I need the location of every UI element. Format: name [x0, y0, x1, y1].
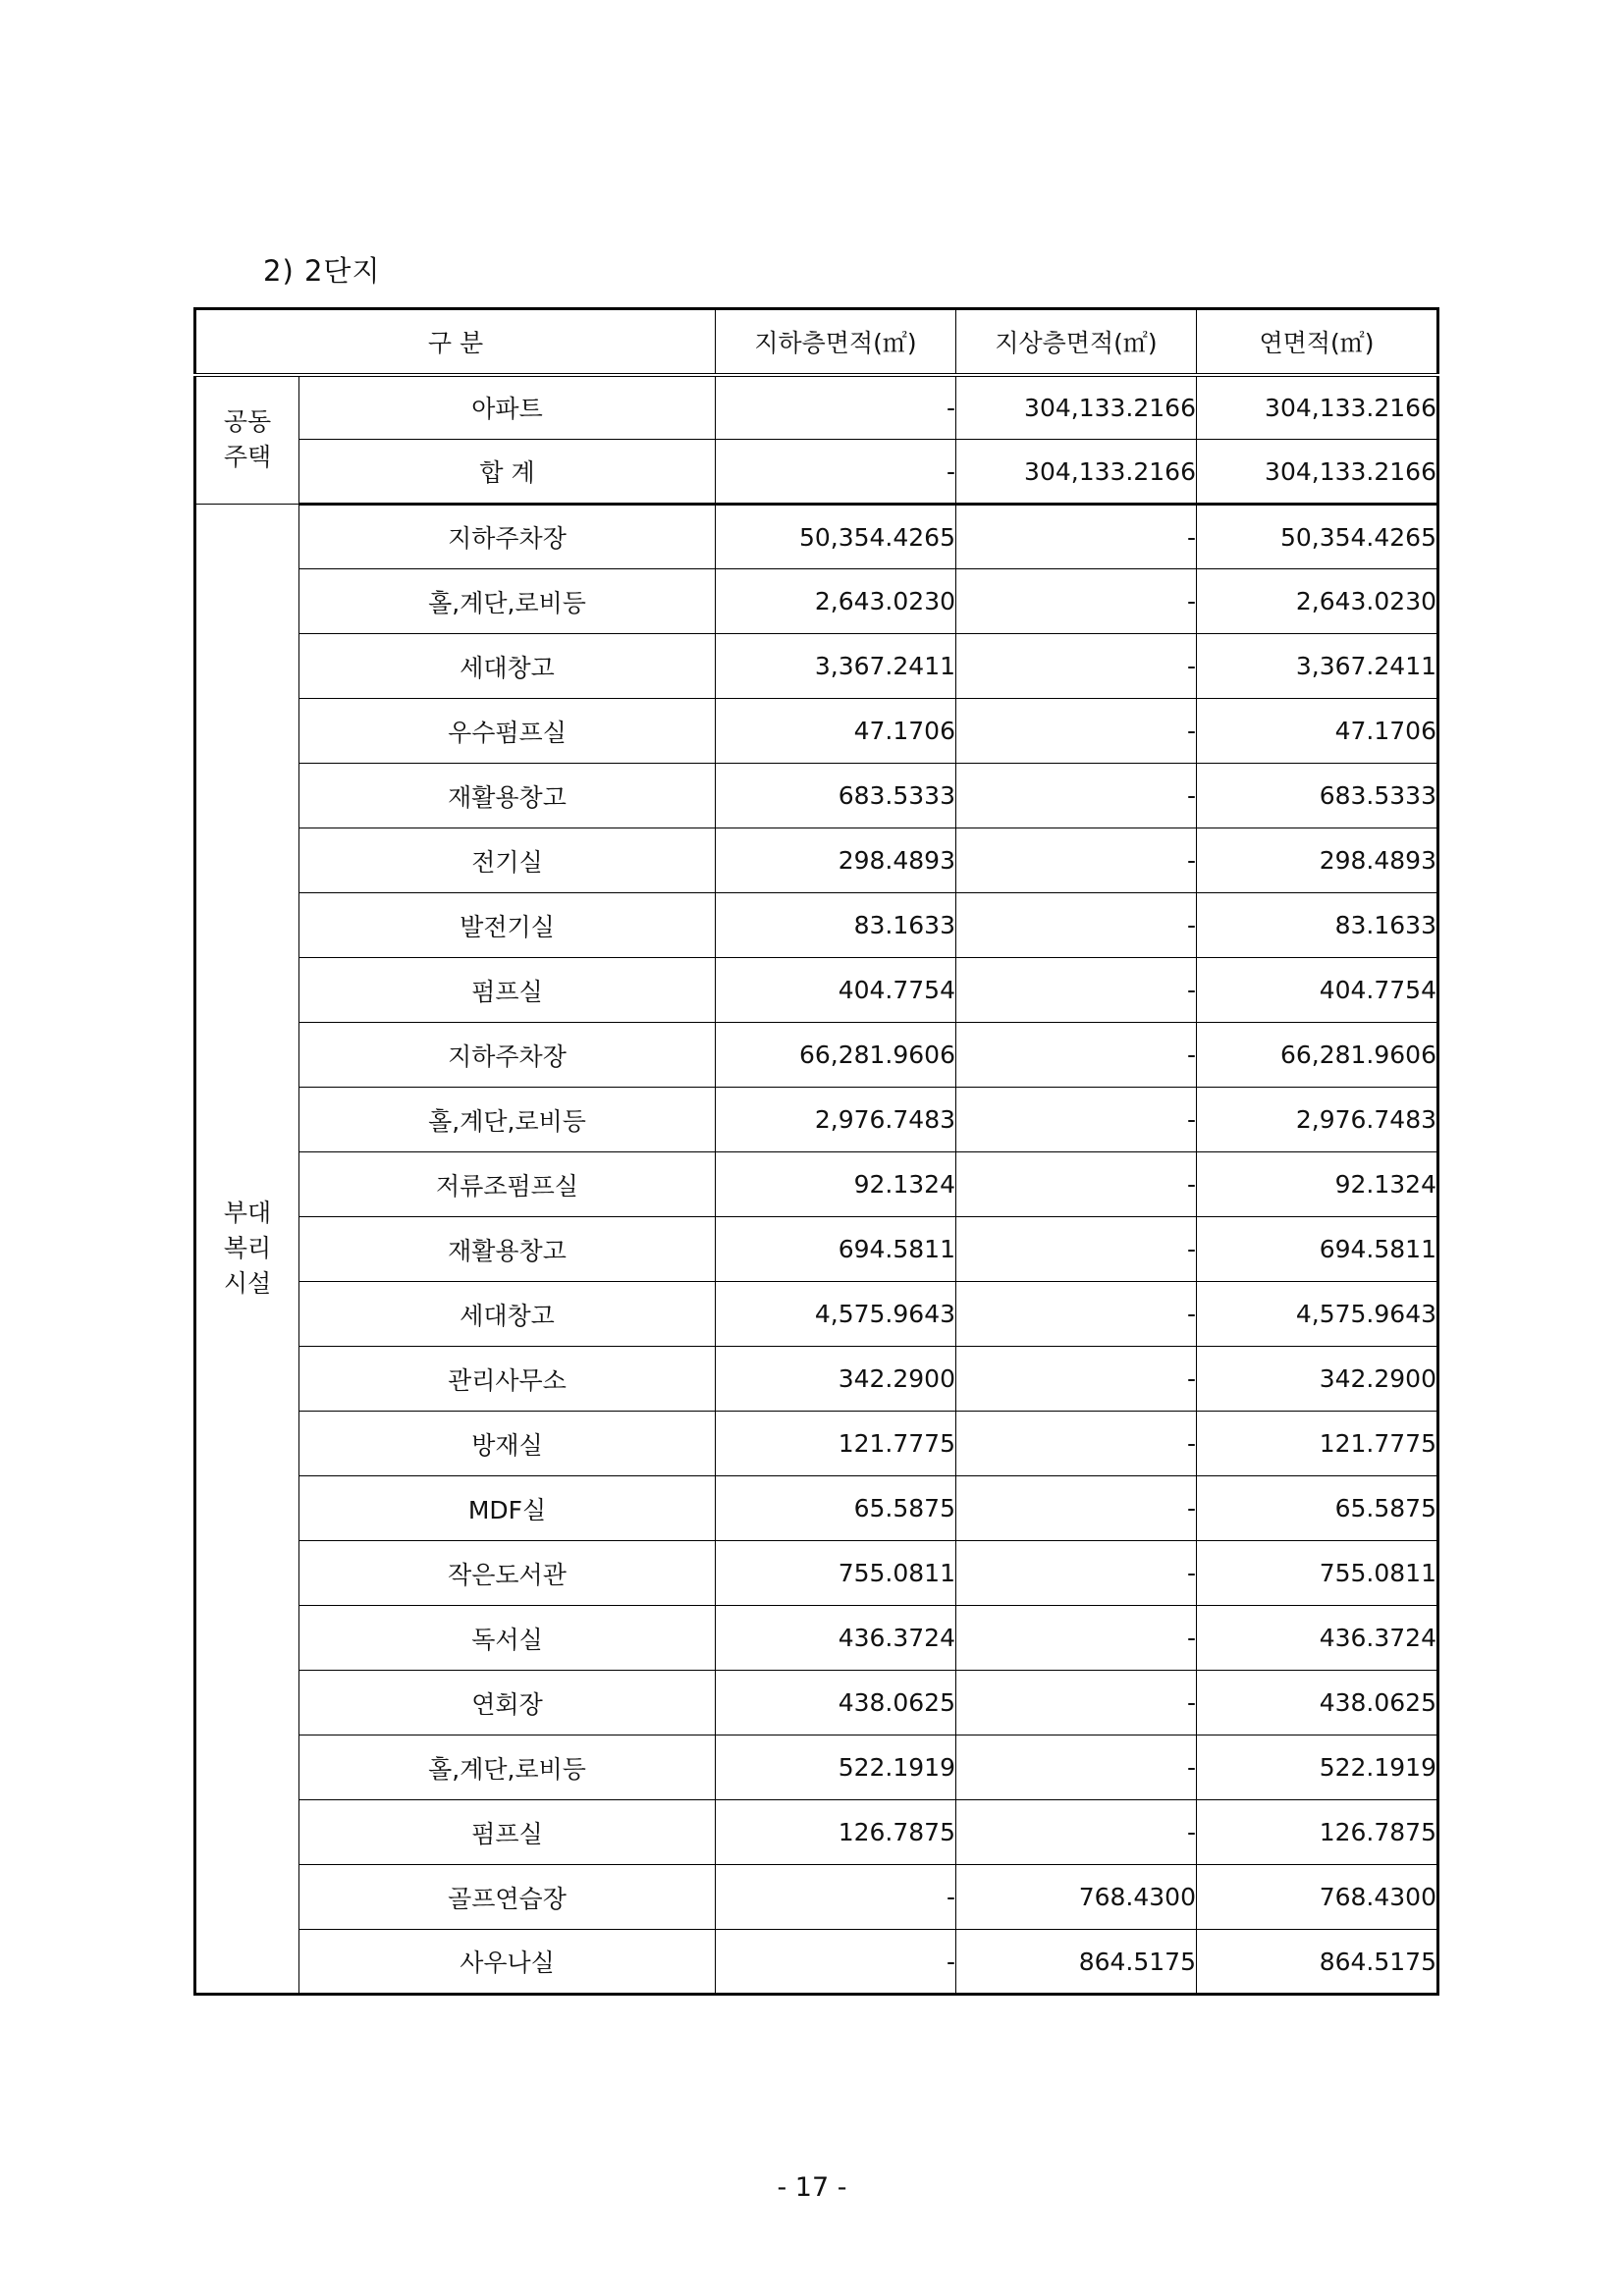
- header-underground-area: 지하층면적(㎡): [716, 309, 956, 375]
- aboveground-area-cell: 768.4300: [956, 1865, 1197, 1930]
- row-name: 세대창고: [299, 634, 716, 699]
- row-name: 작은도서관: [299, 1541, 716, 1606]
- total-area-cell: 66,281.9606: [1197, 1023, 1438, 1088]
- total-area-cell: 304,133.2166: [1197, 375, 1438, 440]
- total-area-cell: 83.1633: [1197, 893, 1438, 958]
- table-row: [195, 699, 1438, 764]
- aboveground-area-cell: 304,133.2166: [956, 440, 1197, 505]
- total-area-cell: 436.3724: [1197, 1606, 1438, 1671]
- aboveground-area-cell: -: [956, 1412, 1197, 1476]
- group-label-line: 복리: [223, 1234, 272, 1262]
- row-name: 지하주차장: [299, 505, 716, 569]
- group-label-line: 부대: [223, 1199, 272, 1227]
- underground-area-cell: 66,281.9606: [716, 1023, 956, 1088]
- total-area-cell: 768.4300: [1197, 1865, 1438, 1930]
- page-number: - 17 -: [777, 2172, 847, 2203]
- header-category: 구 분: [195, 309, 716, 375]
- total-area-cell: 864.5175: [1197, 1930, 1438, 1995]
- group-label: [195, 375, 299, 505]
- aboveground-area-cell: -: [956, 828, 1197, 893]
- aboveground-area-cell: -: [956, 764, 1197, 828]
- total-area-cell: 92.1324: [1197, 1152, 1438, 1217]
- underground-area-cell: 2,976.7483: [716, 1088, 956, 1152]
- table-row: [195, 1412, 1438, 1476]
- underground-area-cell: 92.1324: [716, 1152, 956, 1217]
- total-area-cell: 683.5333: [1197, 764, 1438, 828]
- row-name: 골프연습장: [299, 1865, 716, 1930]
- row-name: 방재실: [299, 1412, 716, 1476]
- total-area-cell: 2,976.7483: [1197, 1088, 1438, 1152]
- row-name: 홀,계단,로비등: [299, 569, 716, 634]
- aboveground-area-cell: -: [956, 1606, 1197, 1671]
- underground-area-cell: -: [716, 1865, 956, 1930]
- table-body: [195, 375, 1438, 1995]
- total-area-cell: 2,643.0230: [1197, 569, 1438, 634]
- aboveground-area-cell: -: [956, 1347, 1197, 1412]
- total-area-cell: 304,133.2166: [1197, 440, 1438, 505]
- table-row: [195, 958, 1438, 1023]
- underground-area-cell: 755.0811: [716, 1541, 956, 1606]
- aboveground-area-cell: 864.5175: [956, 1930, 1197, 1995]
- row-name: 독서실: [299, 1606, 716, 1671]
- group-label-line: 시설: [223, 1269, 272, 1298]
- underground-area-cell: -: [716, 440, 956, 505]
- underground-area-cell: 126.7875: [716, 1800, 956, 1865]
- underground-area-cell: 522.1919: [716, 1735, 956, 1800]
- aboveground-area-cell: -: [956, 1088, 1197, 1152]
- underground-area-cell: 121.7775: [716, 1412, 956, 1476]
- floor-area-table: [193, 307, 1439, 1996]
- aboveground-area-cell: -: [956, 505, 1197, 569]
- table-row: [195, 634, 1438, 699]
- aboveground-area-cell: 304,133.2166: [956, 375, 1197, 440]
- underground-area-cell: -: [716, 375, 956, 440]
- table-row: [195, 1735, 1438, 1800]
- row-name: 펌프실: [299, 958, 716, 1023]
- table-row: [195, 1476, 1438, 1541]
- row-name: 펌프실: [299, 1800, 716, 1865]
- row-name: 홀,계단,로비등: [299, 1735, 716, 1800]
- total-area-cell: 298.4893: [1197, 828, 1438, 893]
- table-row: [195, 1217, 1438, 1282]
- row-name: 사우나실: [299, 1930, 716, 1995]
- total-area-cell: 121.7775: [1197, 1412, 1438, 1476]
- table-row: [195, 1671, 1438, 1735]
- header-total-area: 연면적(㎡): [1197, 309, 1438, 375]
- underground-area-cell: 83.1633: [716, 893, 956, 958]
- aboveground-area-cell: -: [956, 1671, 1197, 1735]
- underground-area-cell: 50,354.4265: [716, 505, 956, 569]
- table-row: [195, 1282, 1438, 1347]
- aboveground-area-cell: -: [956, 634, 1197, 699]
- table-row: [195, 1865, 1438, 1930]
- table-row: [195, 1023, 1438, 1088]
- table-row: [195, 893, 1438, 958]
- section-heading: 2) 2단지: [263, 254, 381, 288]
- row-name: 전기실: [299, 828, 716, 893]
- total-area-cell: 65.5875: [1197, 1476, 1438, 1541]
- total-area-cell: 342.2900: [1197, 1347, 1438, 1412]
- aboveground-area-cell: -: [956, 1152, 1197, 1217]
- aboveground-area-cell: -: [956, 699, 1197, 764]
- row-name: 우수펌프실: [299, 699, 716, 764]
- table-row: [195, 828, 1438, 893]
- row-name: 연회장: [299, 1671, 716, 1735]
- table-row: [195, 764, 1438, 828]
- total-area-cell: 50,354.4265: [1197, 505, 1438, 569]
- total-area-cell: 694.5811: [1197, 1217, 1438, 1282]
- table-row: [195, 1347, 1438, 1412]
- row-name: 저류조펌프실: [299, 1152, 716, 1217]
- table-row: [195, 440, 1438, 505]
- aboveground-area-cell: -: [956, 1023, 1197, 1088]
- row-name: 세대창고: [299, 1282, 716, 1347]
- aboveground-area-cell: -: [956, 958, 1197, 1023]
- aboveground-area-cell: -: [956, 893, 1197, 958]
- total-area-cell: 438.0625: [1197, 1671, 1438, 1735]
- underground-area-cell: 342.2900: [716, 1347, 956, 1412]
- underground-area-cell: 298.4893: [716, 828, 956, 893]
- row-name: 재활용창고: [299, 764, 716, 828]
- row-name: 관리사무소: [299, 1347, 716, 1412]
- total-area-cell: 404.7754: [1197, 958, 1438, 1023]
- table-row: [195, 1800, 1438, 1865]
- row-name: 합 계: [299, 440, 716, 505]
- group-label: [195, 505, 299, 1995]
- underground-area-cell: -: [716, 1930, 956, 1995]
- table-header-row: [195, 309, 1438, 375]
- underground-area-cell: 3,367.2411: [716, 634, 956, 699]
- underground-area-cell: 65.5875: [716, 1476, 956, 1541]
- row-name: 아파트: [299, 375, 716, 440]
- row-name: 재활용창고: [299, 1217, 716, 1282]
- table-row: [195, 1152, 1438, 1217]
- underground-area-cell: 4,575.9643: [716, 1282, 956, 1347]
- aboveground-area-cell: -: [956, 1541, 1197, 1606]
- underground-area-cell: 404.7754: [716, 958, 956, 1023]
- total-area-cell: 3,367.2411: [1197, 634, 1438, 699]
- table-row: [195, 1606, 1438, 1671]
- underground-area-cell: 436.3724: [716, 1606, 956, 1671]
- table-row: [195, 1541, 1438, 1606]
- aboveground-area-cell: -: [956, 1282, 1197, 1347]
- total-area-cell: 47.1706: [1197, 699, 1438, 764]
- row-name: 발전기실: [299, 893, 716, 958]
- header-aboveground-area: 지상층면적(㎡): [956, 309, 1197, 375]
- aboveground-area-cell: -: [956, 1735, 1197, 1800]
- aboveground-area-cell: -: [956, 569, 1197, 634]
- table-row: [195, 569, 1438, 634]
- table-row: [195, 505, 1438, 569]
- underground-area-cell: 683.5333: [716, 764, 956, 828]
- row-name: 홀,계단,로비등: [299, 1088, 716, 1152]
- table-row: [195, 375, 1438, 440]
- aboveground-area-cell: -: [956, 1217, 1197, 1282]
- row-name: MDF실: [299, 1476, 716, 1541]
- row-name: 지하주차장: [299, 1023, 716, 1088]
- aboveground-area-cell: -: [956, 1476, 1197, 1541]
- underground-area-cell: 2,643.0230: [716, 569, 956, 634]
- total-area-cell: 522.1919: [1197, 1735, 1438, 1800]
- table-row: [195, 1088, 1438, 1152]
- underground-area-cell: 47.1706: [716, 699, 956, 764]
- aboveground-area-cell: -: [956, 1800, 1197, 1865]
- group-label-line: 주택: [223, 443, 272, 472]
- total-area-cell: 4,575.9643: [1197, 1282, 1438, 1347]
- total-area-cell: 126.7875: [1197, 1800, 1438, 1865]
- underground-area-cell: 438.0625: [716, 1671, 956, 1735]
- total-area-cell: 755.0811: [1197, 1541, 1438, 1606]
- group-label-line: 공동: [223, 407, 272, 437]
- table-row: [195, 1930, 1438, 1995]
- underground-area-cell: 694.5811: [716, 1217, 956, 1282]
